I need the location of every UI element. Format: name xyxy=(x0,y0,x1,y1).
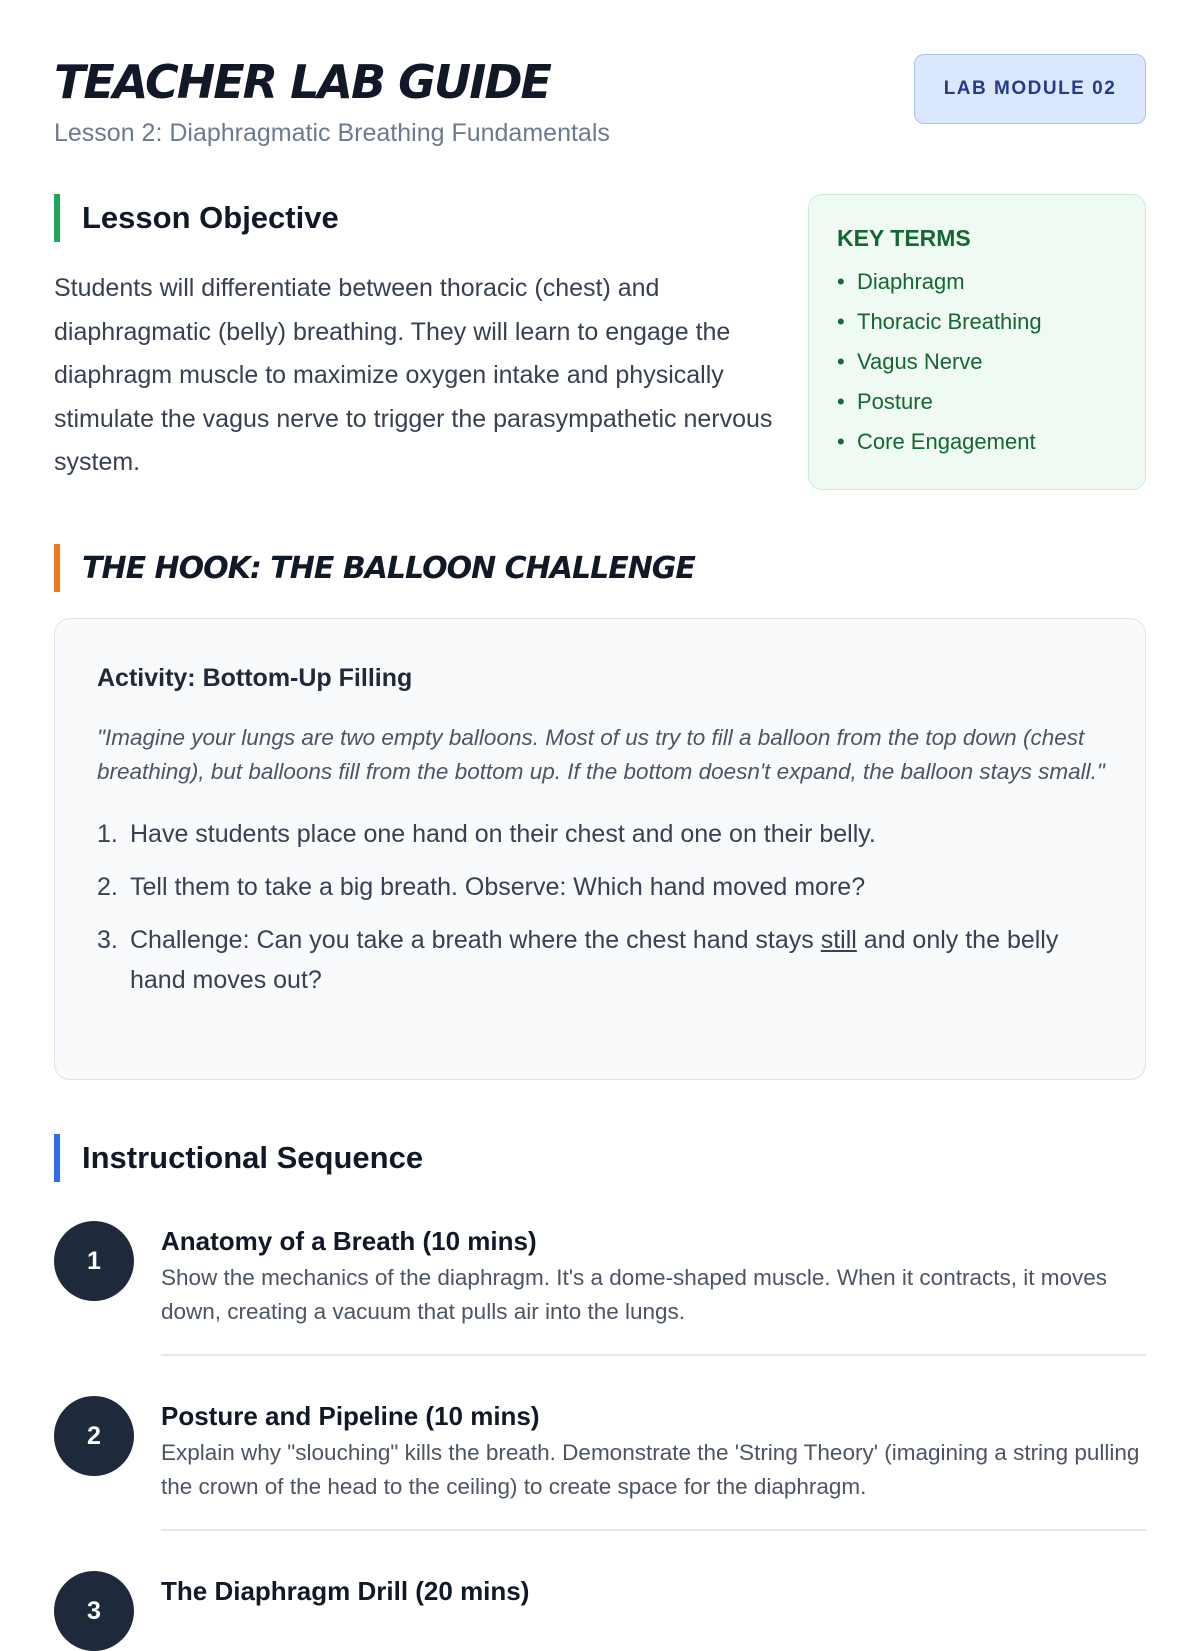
activity-step: 2. Tell them to take a big breath. Observe: Which hand moved more? xyxy=(97,873,866,901)
page-subtitle: Lesson 2: Diaphragmatic Breathing Fundamentals xyxy=(54,119,610,147)
key-terms-title: KEY TERMS xyxy=(837,225,971,251)
activity-step: 3. Challenge: Can you take a breath where the chest hand stays still and only the belly hand moves out? xyxy=(97,926,1059,994)
objective-text: Students will differentiate between thoracic (chest) and diaphragmatic (belly) breathing. They will learn to engage the diaphragm muscle to maximize oxygen intake and physically stimulate the vagus nerve to trigger the parasympathetic nervous system. xyxy=(54,274,773,476)
module-badge: LAB MODULE 02 xyxy=(914,54,1146,124)
key-terms-list xyxy=(837,268,1145,468)
step-number-badge: 1 xyxy=(54,1221,134,1301)
sequence-title: Instructional Sequence xyxy=(82,1140,424,1175)
bullet-icon: • xyxy=(837,389,845,414)
objective-title: Lesson Objective xyxy=(82,200,339,235)
step-description: Show the mechanics of the diaphragm. It's a dome-shaped muscle. When it contracts, it moves down, creating a vacuum that pulls air into the lungs. xyxy=(161,1265,1107,1324)
sequence-heading xyxy=(54,1134,423,1182)
step-description: Explain why "slouching" kills the breath. Demonstrate the 'String Theory' (imagining a string pulling the crown of the head to the ceiling) to create space for the diaphragm. xyxy=(161,1440,1140,1499)
step-divider xyxy=(161,1529,1146,1531)
bullet-icon: • xyxy=(837,309,845,334)
hook-accent-bar xyxy=(54,544,60,592)
bullet-icon: • xyxy=(837,269,845,294)
step-title: Posture and Pipeline (10 mins) xyxy=(161,1401,540,1431)
activity-quote: "Imagine your lungs are two empty balloons. Most of us try to fill a balloon from the top down (chest breathing), but balloons fill from the bottom up. If the bottom doesn't expand, the balloon stays small." xyxy=(97,725,1105,784)
key-term-item: • Vagus Nerve xyxy=(837,348,1145,388)
key-term-item: • Posture xyxy=(837,388,1145,428)
lab-guide-page xyxy=(54,0,1146,1625)
step-title: The Diaphragm Drill (20 mins) xyxy=(161,1576,530,1606)
bullet-icon: • xyxy=(837,429,845,454)
step-number-badge: 2 xyxy=(54,1396,134,1476)
key-term-item: • Thoracic Breathing xyxy=(837,308,1145,348)
hook-title: THE HOOK: THE BALLOON CHALLENGE xyxy=(82,550,695,586)
bullet-icon: • xyxy=(837,349,845,374)
key-terms-box xyxy=(808,194,1146,490)
step-divider xyxy=(161,1354,1146,1356)
page-header xyxy=(54,54,1146,154)
emphasis-still: still xyxy=(820,926,857,954)
hook-heading xyxy=(54,544,695,592)
activity-step: 1. Have students place one hand on their chest and one on their belly. xyxy=(97,820,876,848)
activity-title: Activity: Bottom-Up Filling xyxy=(97,664,413,692)
page-title: TEACHER LAB GUIDE xyxy=(54,55,550,109)
objective-accent-bar xyxy=(54,194,60,242)
key-term-item: • Diaphragm xyxy=(837,268,1145,308)
key-term-item: • Core Engagement xyxy=(837,428,1145,468)
activity-steps xyxy=(97,814,1105,1000)
sequence-accent-bar xyxy=(54,1134,60,1182)
step-number-badge: 3 xyxy=(54,1571,134,1651)
activity-card xyxy=(54,618,1146,1080)
step-title: Anatomy of a Breath (10 mins) xyxy=(161,1226,537,1256)
objective-heading xyxy=(54,194,339,242)
